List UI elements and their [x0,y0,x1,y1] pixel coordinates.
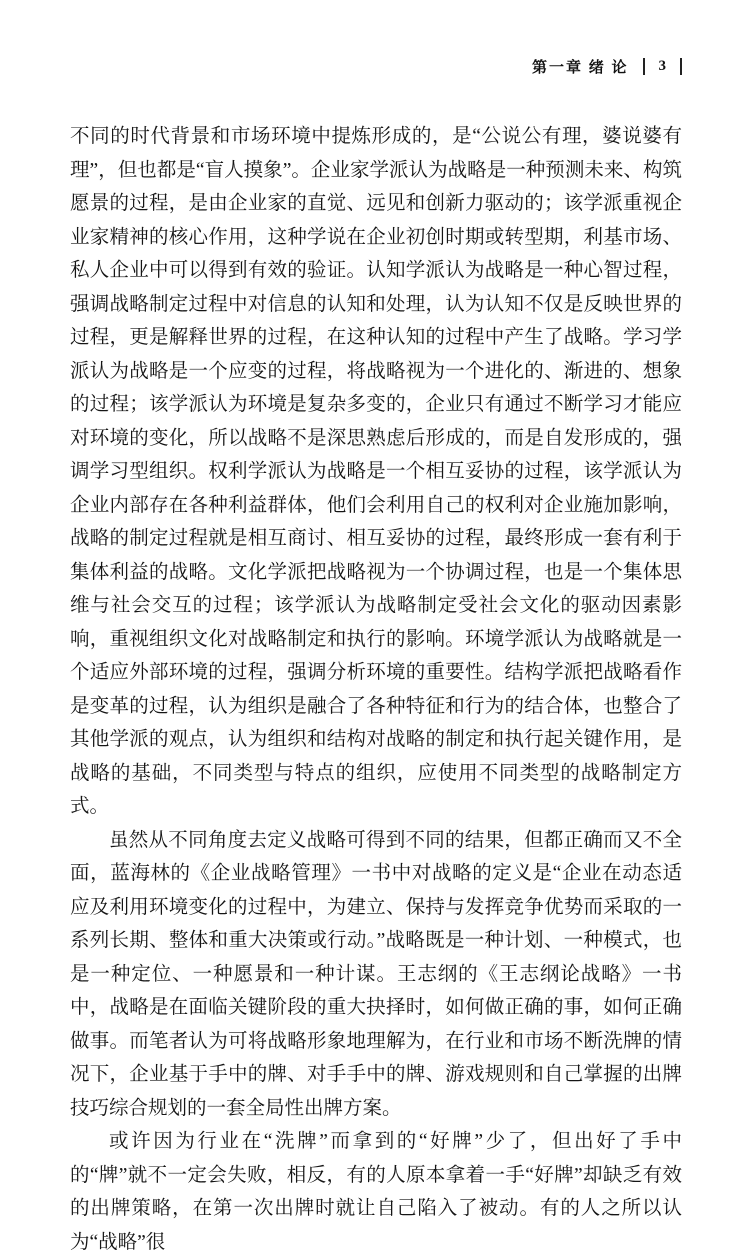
chapter-title: 第一章 绪 论 [531,59,629,76]
body-paragraph: 或许因为行业在“洗牌”而拿到的“好牌”少了，但出好了手中的“牌”就不一定会失败，相反，有的人原本拿着一手“好牌”却缺乏有效的出牌策略，在第一次出牌时就让自己陷入了被动。有的人之所以认为“战略”很 [70,1131,682,1253]
body-text [70,120,682,1259]
header-divider-right [680,58,682,75]
header-divider-left [643,58,645,75]
page-header [70,56,682,76]
page-number: 3 [658,57,666,74]
body-paragraph: 不同的时代背景和市场环境中提炼形成的，是“公说公有理，婆说婆有理”，但也都是“盲人摸象”。企业家学派认为战略是一种预测未来、构筑愿景的过程，是由企业家的直觉、远见和创新力驱动的；该学派重视企业家精神的核心作用，这种学说在企业初创时期或转型期，利基市场、私人企业中可以得到有效的验证。认知学派认为战略是一种心智过程，强调战略制定过程中对信息的认知和处理，认为认知不仅是反映世界的过程，更是解释世界的过程，在这种认知的过程中产生了战略。学习学派认为战略是一个应变的过程，将战略视为一个进化的、渐进的、想象的过程；该学派认为环境是复杂多变的，企业只有通过不断学习才能应对环境的变化，所以战略不是深思熟虑后形成的，而是自发形成的，强调学习型组织。权利学派认为战略是一个相互妥协的过程，该学派认为企业内部存在各种利益群体，他们会利用自己的权利对企业施加影响，战略的制定过程就是相互商讨、相互妥协的过程，最终形成一套有利于集体利益的战略。文化学派把战略视为一个协调过程，也是一个集体思维与社会交互的过程；该学派认为战略制定受社会文化的驱动因素影响，重视组织文化对战略制定和执行的影响。环境学派认为战略就是一个适应外部环境的过程，强调分析环境的重要性。结构学派把战略看作是变革的过程，认为组织是融合了各种特征和行为的结合体，也整合了其他学派的观点，认为组织和结构对战略的制定和执行起关键作用，是战略的基础，不同类型与特点的组织，应使用不同类型的战略制定方式。 [70,126,682,817]
body-paragraph: 虽然从不同角度去定义战略可得到不同的结果，但都正确而又不全面，蓝海林的《企业战略管理》一书中对战略的定义是“企业在动态适应及利用环境变化的过程中，为建立、保持与发挥竞争优势而采取的一系列长期、整体和重大决策或行动。”战略既是一种计划、一种模式，也是一种定位、一种愿景和一种计谋。王志纲的《王志纲论战略》一书中，战略是在面临关键阶段的重大抉择时，如何做正确的事，如何正确做事。而笔者认为可将战略形象地理解为，在行业和市场不断洗牌的情况下，企业基于手中的牌、对手手中的牌、游戏规则和自己掌握的出牌技巧综合规划的一套全局性出牌方案。 [70,829,682,1119]
